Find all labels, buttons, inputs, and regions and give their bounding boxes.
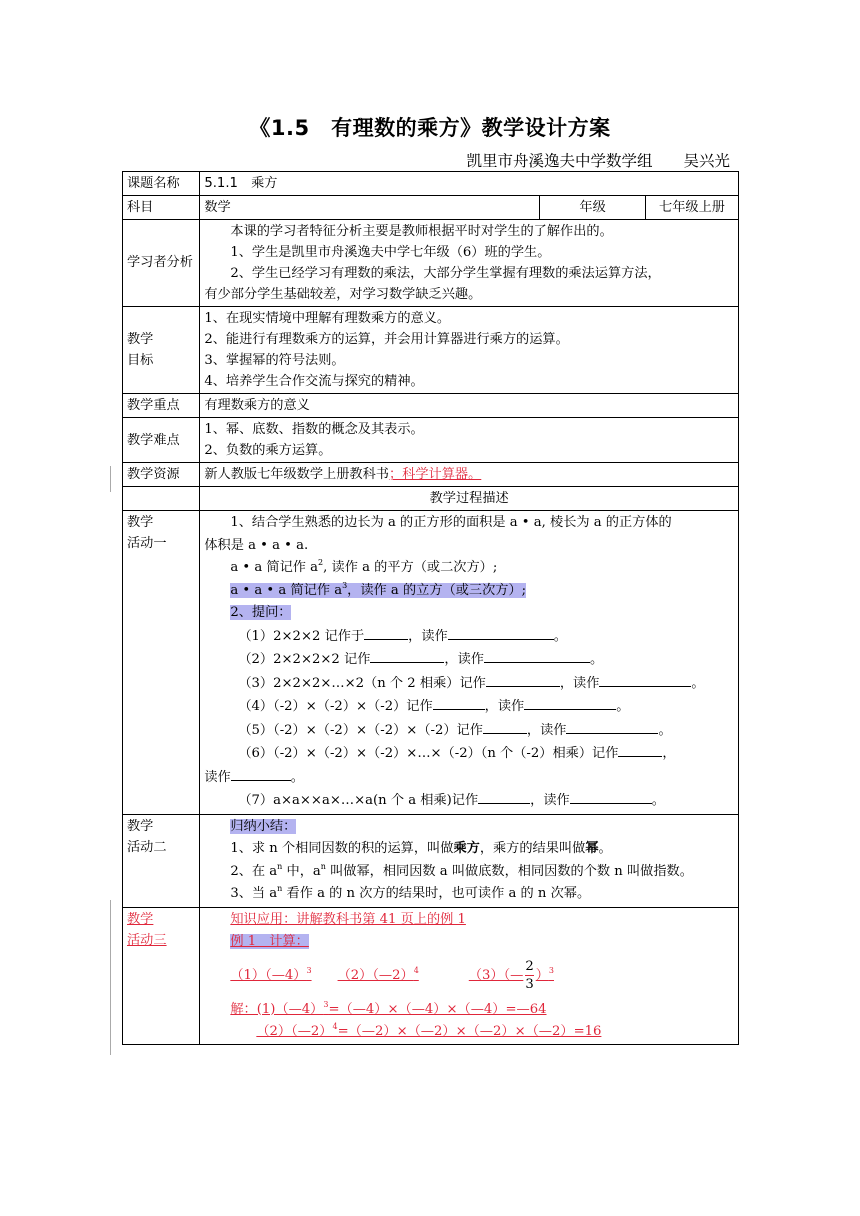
text: （1）2×2×2 记作于	[238, 628, 365, 644]
question-3	[204, 672, 734, 696]
answer-blank[interactable]	[478, 789, 530, 804]
learner-line: 有少部分学生基础较差，对学习数学缺乏兴趣。	[204, 287, 482, 302]
answer-blank[interactable]	[570, 789, 652, 804]
text: 。	[616, 699, 630, 714]
act3-line	[204, 931, 734, 953]
difficulty-label: 教学难点	[123, 418, 200, 463]
answer-blank[interactable]	[370, 648, 444, 663]
subject-value: 数学	[200, 196, 540, 220]
summary-line	[204, 883, 734, 906]
text: ，	[662, 746, 676, 761]
grade-value: 七年级上册	[646, 196, 739, 220]
activity1-label-line: 活动一	[127, 536, 167, 551]
act3-line: 知识应用：讲解教科书第 41 页上的例 1	[230, 911, 466, 927]
goal-row	[123, 307, 739, 394]
activity1-label-line: 教学	[127, 515, 154, 530]
topic-label: 课题名称	[123, 172, 200, 196]
question-5	[204, 719, 734, 743]
answer-blank[interactable]	[524, 695, 616, 710]
activity2-row	[123, 814, 739, 907]
example-expressions	[204, 953, 734, 999]
difficulty-content	[200, 418, 739, 463]
superscript: 4	[413, 965, 419, 975]
text: ，乘方的结果叫做	[479, 841, 586, 856]
text: 解：(1)（—4）	[230, 1001, 324, 1017]
question-4	[204, 695, 734, 719]
superscript: 3	[306, 965, 312, 975]
answer-blank[interactable]	[483, 719, 527, 734]
learner-line: 2、学生已经学习有理数的乘法，大部分学生掌握有理数的乘法运算方法，	[230, 266, 661, 281]
text: ，读作	[526, 722, 567, 738]
text: 2、在 a	[230, 863, 278, 879]
activity2-label-line: 教学	[127, 818, 154, 834]
text: 。	[290, 769, 304, 785]
goal-content	[200, 307, 739, 394]
topic-row	[123, 172, 739, 196]
text: a • a • a 简记作 a	[230, 582, 343, 598]
text: （2）2×2×2×2 记作	[238, 652, 371, 667]
summary-line	[204, 838, 734, 861]
blank-cell	[123, 487, 200, 511]
goal-label-line: 教学	[127, 332, 154, 347]
subject-label: 科目	[123, 196, 200, 220]
superscript: 2	[318, 558, 324, 567]
superscript: n	[277, 861, 283, 871]
activity3-label-line: 活动三	[127, 932, 167, 948]
resource-value: 新人教版七年级数学上册教科书	[204, 467, 389, 482]
superscript: 4	[332, 1021, 338, 1031]
text: 3、当 a	[230, 886, 278, 901]
activity1-content	[200, 511, 739, 815]
subject-row	[123, 196, 739, 220]
activity1-row	[123, 511, 739, 815]
answer-blank[interactable]	[448, 625, 554, 640]
document-title: 《1.5 有理数的乘方》教学设计方案	[249, 116, 611, 140]
question-1	[204, 625, 734, 649]
difficulty-line: 2、负数的乘方运算。	[204, 443, 332, 458]
difficulty-row	[123, 418, 739, 463]
text: （4）（-2）×（-2）×（-2）记作	[238, 699, 433, 714]
text: （6）（-2）×（-2）×（-2）×…×（-2）（n 个（-2）相乘）记作	[238, 746, 619, 761]
text: 。	[691, 675, 705, 691]
act1-line: 1、结合学生熟悉的边长为 a 的正方形的面积是 a • a, 棱长为 a 的正方体的	[230, 515, 672, 530]
answer-blank[interactable]	[486, 672, 560, 687]
text: ，读作	[484, 699, 525, 714]
act1-line-highlight	[204, 602, 734, 625]
answer-blank[interactable]	[364, 625, 408, 640]
answer-blank[interactable]	[599, 672, 691, 687]
text: ，读作	[559, 675, 600, 691]
activity2-label	[123, 814, 200, 907]
text: 。	[553, 628, 567, 644]
summary-line	[204, 861, 734, 884]
solution-line	[204, 1021, 734, 1043]
text: （5）（-2）×（-2）×（-2）×（-2）记作	[238, 722, 483, 738]
text: 例 1 计算：	[230, 933, 309, 949]
superscript: 3	[323, 999, 329, 1009]
resource-row	[123, 463, 739, 487]
key-value: 有理数乘方的意义	[200, 394, 739, 418]
activity2-label-line: 活动二	[127, 839, 167, 855]
answer-blank[interactable]	[484, 648, 590, 663]
text: （7）a×a××a×…×a(n 个 a 相乘)记作	[238, 793, 479, 808]
grade-label: 年级	[540, 196, 646, 220]
resource-label: 教学资源	[123, 463, 200, 487]
goal-label-line: 目标	[127, 353, 154, 368]
activity1-label	[123, 511, 200, 815]
text: a • a 简记作 a	[230, 560, 319, 575]
learner-label: 学习者分析	[123, 220, 200, 307]
text: ，读作	[408, 628, 448, 644]
summary-heading	[204, 816, 734, 839]
text: （2）（—2）	[256, 1023, 333, 1039]
text: 。	[598, 841, 612, 856]
lesson-plan-table	[122, 171, 739, 1045]
text: ，读作	[530, 793, 570, 808]
activity3-label	[123, 907, 200, 1044]
question-6-cont	[204, 766, 734, 790]
expr: （3）（—	[468, 967, 524, 983]
answer-blank[interactable]	[566, 719, 658, 734]
text: 。	[651, 793, 665, 808]
goal-line: 4、培养学生合作交流与探究的精神。	[204, 374, 424, 389]
text: 。	[658, 722, 672, 738]
superscript: n	[320, 861, 326, 871]
text: 读作	[204, 769, 231, 785]
text: ，读作	[444, 652, 484, 667]
answer-blank[interactable]	[231, 766, 291, 781]
term: 乘方	[453, 841, 480, 856]
text: , 读作 a 的平方（或二次方）;	[323, 560, 498, 575]
goal-line: 3、掌握幂的符号法则。	[204, 353, 345, 368]
author-line: 凯里市舟溪逸夫中学数学组 吴兴光	[466, 152, 730, 170]
text: 叫做幂，相同因数 a 叫做底数，相同因数的个数 n 叫做指数。	[325, 863, 693, 879]
key-label: 教学重点	[123, 394, 200, 418]
superscript: 3	[548, 965, 554, 975]
difficulty-line: 1、幂、底数、指数的概念及其表示。	[204, 422, 424, 437]
resource-value-tracked: ；科学计算器。	[388, 467, 482, 482]
text: 归纳小结：	[230, 818, 297, 834]
text: =（—4）×（—4）×（—4）=—64	[328, 1001, 547, 1017]
question-7	[204, 789, 734, 813]
activity2-content	[200, 814, 739, 907]
act1-line: 体积是 a • a • a.	[204, 537, 309, 553]
superscript: n	[277, 884, 283, 893]
denominator: 3	[525, 976, 534, 992]
text: ，读作 a 的立方（或三次方）;	[347, 582, 527, 598]
text: 看作 a 的 n 次方的结果时，也可读作 a 的 n 次幂。	[282, 886, 591, 901]
text: （3）2×2×2×…×2（n 个 2 相乘）记作	[238, 675, 486, 691]
text: 中，a	[282, 863, 321, 879]
superscript: 3	[342, 580, 348, 590]
question-6	[204, 742, 734, 766]
process-header-row	[123, 487, 739, 511]
expr: ）	[535, 967, 549, 983]
expr: （1）（—4）	[230, 967, 307, 983]
learner-line: 1、学生是凯里市舟溪逸夫中学七年级（6）班的学生。	[230, 245, 551, 260]
goal-line: 2、能进行有理数乘方的运算，并会用计算器进行乘方的运算。	[204, 332, 569, 347]
act1-line-highlight	[204, 580, 734, 603]
learner-row	[123, 220, 739, 307]
activity3-content	[200, 907, 739, 1044]
resource-content	[200, 463, 739, 487]
topic-value: 5.1.1 乘方	[200, 172, 739, 196]
text: 。	[589, 652, 604, 667]
learner-content	[200, 220, 739, 307]
key-row	[123, 394, 739, 418]
fraction	[525, 958, 533, 993]
process-header: 教学过程描述	[200, 487, 739, 511]
term: 幂	[585, 841, 599, 856]
revision-bar	[110, 466, 111, 492]
activity3-label-line: 教学	[127, 911, 154, 927]
solution-line	[204, 999, 734, 1021]
answer-blank[interactable]	[618, 742, 662, 757]
text: =（—2）×（—2）×（—2）×（—2）=16	[337, 1023, 602, 1039]
learner-line: 本课的学习者特征分析主要是教师根据平时对学生的了解作出的。	[230, 224, 613, 239]
goal-label	[123, 307, 200, 394]
act1-line	[204, 557, 734, 580]
revision-bar	[110, 900, 111, 1055]
expr: （2）（—2）	[337, 967, 414, 983]
activity3-row	[123, 907, 739, 1044]
numerator: 2	[525, 958, 534, 974]
text: 2、提问：	[230, 605, 292, 620]
text: 1、求 n 个相同因数的积的运算，叫做	[230, 841, 454, 856]
goal-line: 1、在现实情境中理解有理数乘方的意义。	[204, 311, 451, 326]
question-2	[204, 648, 734, 672]
answer-blank[interactable]	[433, 695, 485, 710]
